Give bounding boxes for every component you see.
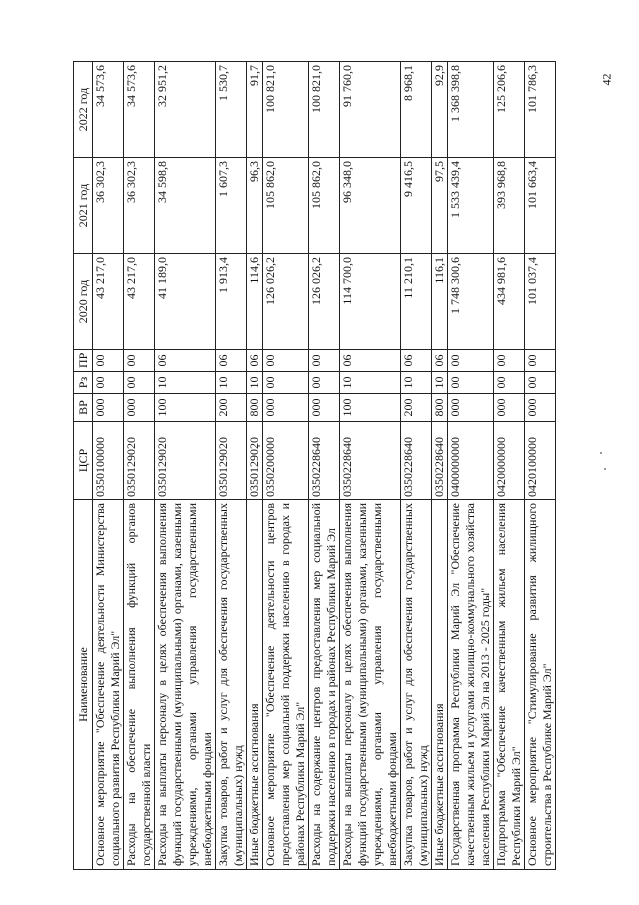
row-2020-cell: 1 748 300,6 (448, 254, 494, 350)
row-2021-cell: 34 598,8 (155, 158, 216, 254)
row-2022-cell: 125 206,6 (494, 62, 525, 158)
row-name-cell: Иные бюджетные ассигнования (247, 500, 263, 870)
row-csr-cell: 0420000000 (494, 422, 525, 500)
row-vr-cell: 100 (340, 394, 401, 422)
row-csr-cell: 0350129020 (216, 422, 247, 500)
row-2022-cell: 100 821,0 (309, 62, 340, 158)
row-csr-cell: 0350100000 (93, 422, 124, 500)
row-vr-cell: 000 (93, 394, 124, 422)
row-2021-cell: 1 607,3 (216, 158, 247, 254)
row-pr-cell: 06 (401, 350, 432, 372)
row-2020-cell: 43 217,0 (93, 254, 124, 350)
row-2021-cell: 105 862,0 (263, 158, 309, 254)
row-2020-cell: 41 189,0 (155, 254, 216, 350)
table-row (155, 62, 216, 870)
table-row (494, 62, 525, 870)
row-2020-cell: 126 026,2 (263, 254, 309, 350)
row-rz-cell: 00 (263, 372, 309, 394)
row-2022-cell: 1 368 398,8 (448, 62, 494, 158)
table-row (263, 62, 309, 870)
row-vr-cell: 000 (525, 394, 556, 422)
row-name-cell: Расходы на обеспечение выполнения функций органов государственной власти (124, 500, 155, 870)
row-name-cell: Подпрограмма "Обеспечение качественным жильем населения Республики Марий Эл" (494, 500, 525, 870)
header-rz: Рз (74, 372, 93, 394)
row-pr-cell: 06 (155, 350, 216, 372)
row-csr-cell: 0350129020 (155, 422, 216, 500)
row-2020-cell: 114,6 (247, 254, 263, 350)
row-rz-cell: 00 (309, 372, 340, 394)
row-2020-cell: 101 037,4 (525, 254, 556, 350)
row-pr-cell: 00 (309, 350, 340, 372)
row-csr-cell: 0350228640 (340, 422, 401, 500)
row-vr-cell: 100 (155, 394, 216, 422)
header-name: Наименование (74, 500, 93, 870)
table-row (448, 62, 494, 870)
row-2022-cell: 91,7 (247, 62, 263, 158)
row-rz-cell: 10 (216, 372, 247, 394)
header-pr: ПР (74, 350, 93, 372)
row-2021-cell: 101 663,4 (525, 158, 556, 254)
row-pr-cell: 00 (93, 350, 124, 372)
table-row (247, 62, 263, 870)
page-number: 42 (599, 73, 614, 86)
row-2022-cell: 101 786,3 (525, 62, 556, 158)
row-2021-cell: 97,5 (432, 158, 448, 254)
row-rz-cell: 10 (155, 372, 216, 394)
row-vr-cell: 000 (309, 394, 340, 422)
row-pr-cell: 06 (216, 350, 247, 372)
row-2022-cell: 34 573,6 (93, 62, 124, 158)
table-row (309, 62, 340, 870)
header-2022: 2022 год (74, 62, 93, 158)
row-rz-cell: 10 (340, 372, 401, 394)
table-row (340, 62, 401, 870)
row-2021-cell: 96 348,0 (340, 158, 401, 254)
table-row (124, 62, 155, 870)
row-name-cell: Расходы на содержание центров предоставления мер социальной поддержки населению в городах и районах Республики Марий Эл (309, 500, 340, 870)
row-rz-cell: 00 (448, 372, 494, 394)
table-row (432, 62, 448, 870)
row-name-cell: Государственная программа Республики Марий Эл "Обеспечение качественным жильем и услугами жилищно-коммунального хозяйства населения Республики Марий Эл на 2013 - 2025 годы" (448, 500, 494, 870)
row-name-cell: Основное мероприятие "Стимулирование развития жилищного строительства в Республике Марий Эл" (525, 500, 556, 870)
header-2021: 2021 год (74, 158, 93, 254)
table-row (525, 62, 556, 870)
row-rz-cell: 10 (432, 372, 448, 394)
row-pr-cell: 00 (263, 350, 309, 372)
row-2020-cell: 114 700,0 (340, 254, 401, 350)
row-2022-cell: 34 573,6 (124, 62, 155, 158)
row-name-cell: Основное мероприятие "Обеспечение деятельности Министерства социального развития Республики Марий Эл" (93, 500, 124, 870)
row-vr-cell: 200 (401, 394, 432, 422)
row-name-cell: Иные бюджетные ассигнования (432, 500, 448, 870)
row-vr-cell: 800 (247, 394, 263, 422)
header-vr: ВР (74, 394, 93, 422)
row-pr-cell: 00 (494, 350, 525, 372)
row-pr-cell: 00 (448, 350, 494, 372)
row-rz-cell: 00 (494, 372, 525, 394)
row-vr-cell: 000 (448, 394, 494, 422)
row-name-cell: Закупка товаров, работ и услуг для обеспечения государственных (муниципальных) нужд (401, 500, 432, 870)
row-2020-cell: 126 026,2 (309, 254, 340, 350)
row-2020-cell: 11 210,1 (401, 254, 432, 350)
row-csr-cell: 0420100000 (525, 422, 556, 500)
row-rz-cell: 10 (247, 372, 263, 394)
row-2022-cell: 92,9 (432, 62, 448, 158)
row-2022-cell: 100 821,0 (263, 62, 309, 158)
row-2022-cell: 91 760,0 (340, 62, 401, 158)
row-pr-cell: 06 (247, 350, 263, 372)
row-csr-cell: 0350228640 (309, 422, 340, 500)
row-name-cell: Закупка товаров, работ и услуг для обеспечения государственных (муниципальных) нужд (216, 500, 247, 870)
row-2021-cell: 393 968,8 (494, 158, 525, 254)
row-2020-cell: 1 913,4 (216, 254, 247, 350)
row-2022-cell: 32 951,2 (155, 62, 216, 158)
row-pr-cell: 00 (124, 350, 155, 372)
row-vr-cell: 000 (124, 394, 155, 422)
budget-table (73, 61, 556, 870)
row-csr-cell: 0350200000 (263, 422, 309, 500)
row-pr-cell: 00 (525, 350, 556, 372)
row-vr-cell: 800 (432, 394, 448, 422)
row-2021-cell: 36 302,3 (93, 158, 124, 254)
row-vr-cell: 000 (494, 394, 525, 422)
row-2020-cell: 116,1 (432, 254, 448, 350)
row-csr-cell: 0350129020 (247, 422, 263, 500)
row-2021-cell: 1 533 439,4 (448, 158, 494, 254)
row-2021-cell: 9 416,5 (401, 158, 432, 254)
header-2020: 2020 год (74, 254, 93, 350)
row-2022-cell: 1 530,7 (216, 62, 247, 158)
row-vr-cell: 000 (263, 394, 309, 422)
row-2020-cell: 434 981,6 (494, 254, 525, 350)
row-2022-cell: 8 968,1 (401, 62, 432, 158)
row-2021-cell: 96,3 (247, 158, 263, 254)
row-name-cell: Расходы на выплаты персоналу в целях обеспечения выполнения функций государственными (муниципальными) органами, казенными учреждениями, органами управления государственными внебюджетными фондами (340, 500, 401, 870)
header-row (74, 62, 93, 870)
row-csr-cell: 0350228640 (401, 422, 432, 500)
row-csr-cell: 0400000000 (448, 422, 494, 500)
row-rz-cell: 10 (401, 372, 432, 394)
row-name-cell: Расходы на выплаты персоналу в целях обеспечения выполнения функций государственными (муниципальными) органами, казенными учреждениями, органами управления государственными внебюджетными фондами (155, 500, 216, 870)
row-pr-cell: 06 (340, 350, 401, 372)
row-2020-cell: 43 217,0 (124, 254, 155, 350)
row-rz-cell: 00 (525, 372, 556, 394)
row-pr-cell: 06 (432, 350, 448, 372)
row-rz-cell: 00 (124, 372, 155, 394)
table-row (216, 62, 247, 870)
table-row (93, 62, 124, 870)
table-row (401, 62, 432, 870)
row-name-cell: Основное мероприятие "Обеспечение деятельности центров предоставления мер социальной поддержки населению в городах и районах Республики Марий Эл" (263, 500, 309, 870)
row-rz-cell: 00 (93, 372, 124, 394)
row-2021-cell: 105 862,0 (309, 158, 340, 254)
row-vr-cell: 200 (216, 394, 247, 422)
rotated-page-content (73, 62, 613, 870)
row-csr-cell: 0350129020 (124, 422, 155, 500)
header-csr: ЦСР (74, 422, 93, 500)
row-csr-cell: 0350228640 (432, 422, 448, 500)
row-2021-cell: 36 302,3 (124, 158, 155, 254)
